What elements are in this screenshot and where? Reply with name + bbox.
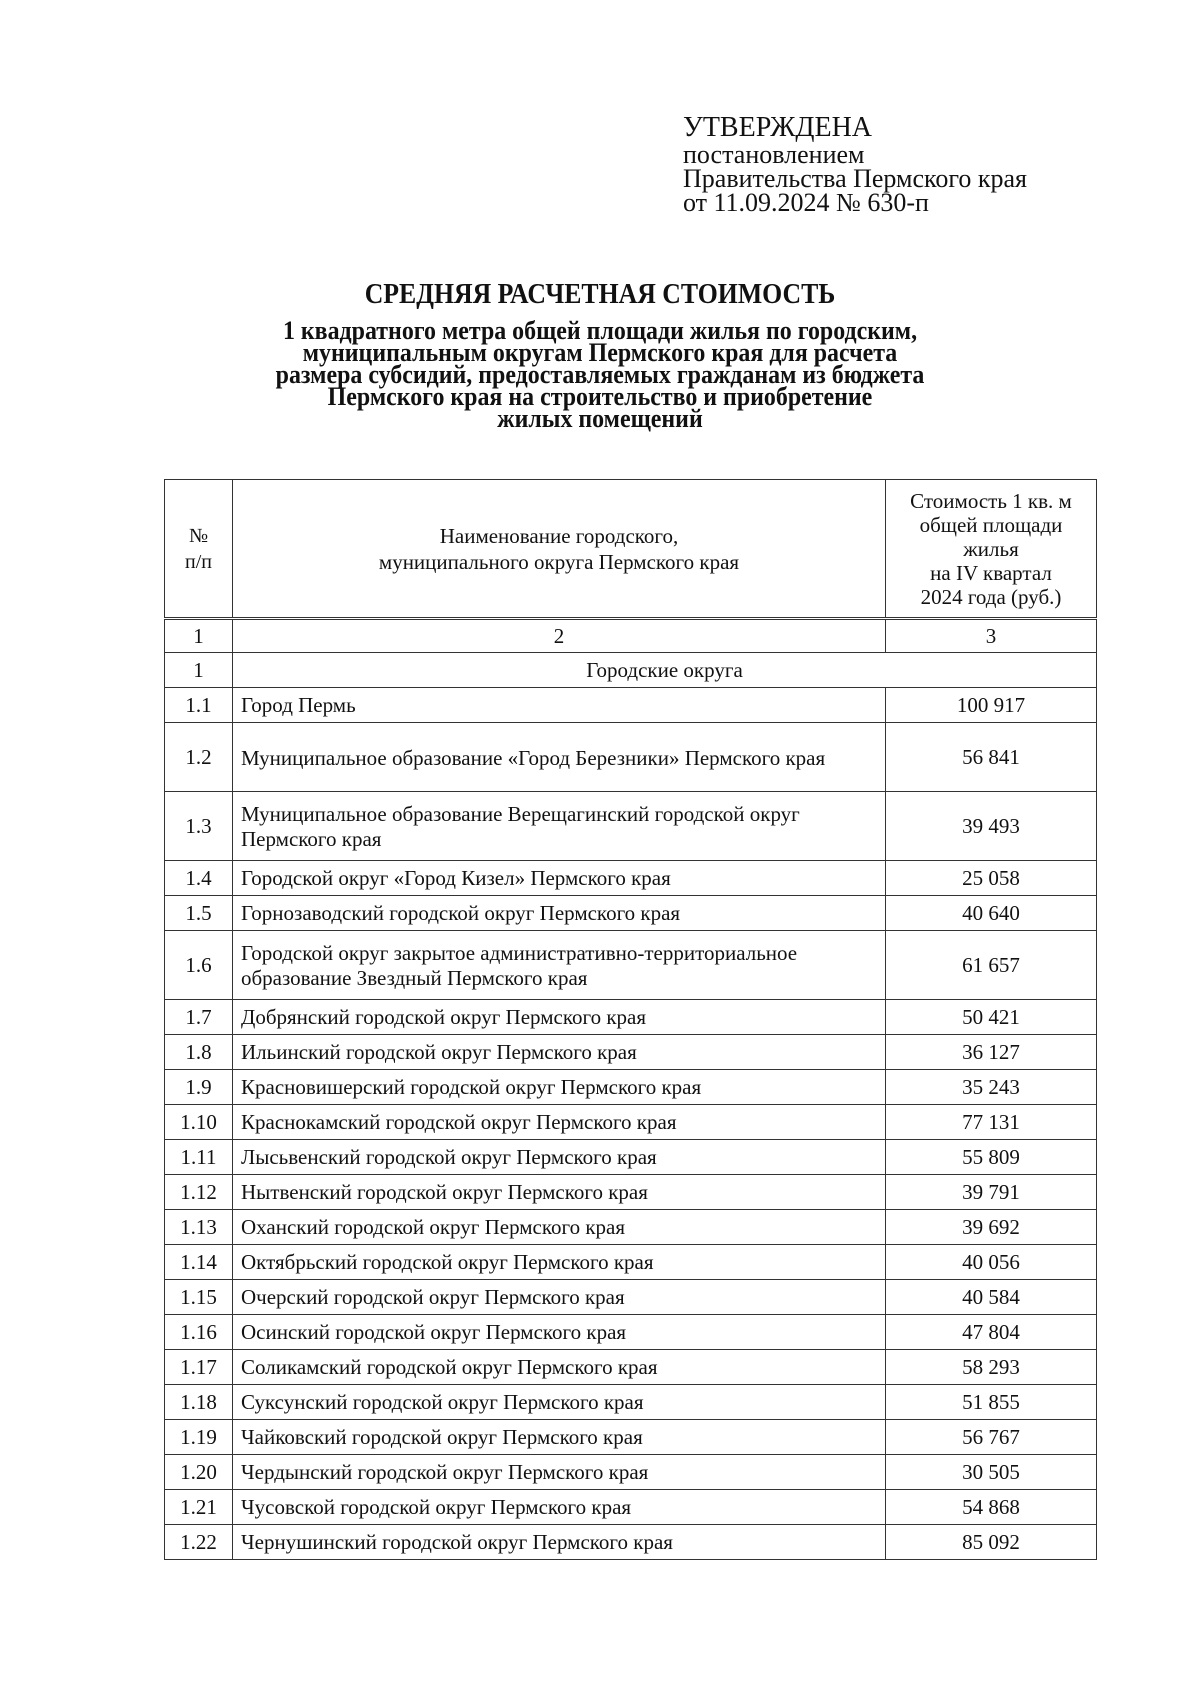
table-row	[165, 861, 1097, 896]
section-num: 1	[165, 653, 233, 688]
row-cost: 54 868	[886, 1490, 1097, 1525]
row-cost: 85 092	[886, 1525, 1097, 1560]
row-num: 1.3	[165, 792, 233, 861]
row-num: 1.21	[165, 1490, 233, 1525]
row-cost: 30 505	[886, 1455, 1097, 1490]
table-row	[165, 1210, 1097, 1245]
row-cost: 56 767	[886, 1420, 1097, 1455]
row-cost: 40 584	[886, 1280, 1097, 1315]
row-name: Городской округ закрытое административно-территориальное образование Звездный Пермского края	[233, 931, 886, 1000]
column-number: 2	[233, 619, 886, 653]
table-row	[165, 688, 1097, 723]
row-name: Чернушинский городской округ Пермского края	[233, 1525, 886, 1560]
row-name: Ильинский городской округ Пермского края	[233, 1035, 886, 1070]
row-cost: 39 692	[886, 1210, 1097, 1245]
row-name: Нытвенский городской округ Пермского края	[233, 1175, 886, 1210]
row-name: Очерский городской округ Пермского края	[233, 1280, 886, 1315]
table-row	[165, 1350, 1097, 1385]
header-num	[165, 480, 233, 619]
row-num: 1.4	[165, 861, 233, 896]
row-num: 1.22	[165, 1525, 233, 1560]
row-num: 1.14	[165, 1245, 233, 1280]
row-cost: 61 657	[886, 931, 1097, 1000]
table-row	[165, 1245, 1097, 1280]
approval-line: постановлением	[683, 140, 865, 169]
header-cost-line: Стоимость 1 кв. м	[910, 488, 1072, 513]
approval-line: Правительства Пермского края	[683, 164, 1027, 193]
header-name-line: Наименование городского,	[439, 523, 679, 548]
row-name: Октябрьский городской округ Пермского края	[233, 1245, 886, 1280]
row-name: Оханский городской округ Пермского края	[233, 1210, 886, 1245]
row-num: 1.12	[165, 1175, 233, 1210]
row-cost: 55 809	[886, 1140, 1097, 1175]
row-name: Лысьвенский городской округ Пермского края	[233, 1140, 886, 1175]
column-number: 1	[165, 619, 233, 653]
row-num: 1.1	[165, 688, 233, 723]
header-num-line: п/п	[185, 550, 212, 573]
section-row	[165, 653, 1097, 688]
subtitle-line: муниципальным округам Пермского края для расчета	[302, 338, 898, 367]
row-name: Краснокамский городской округ Пермского края	[233, 1105, 886, 1140]
row-name: Муниципальное образование «Город Березники» Пермского края	[233, 723, 886, 792]
table-row	[165, 1420, 1097, 1455]
table-row	[165, 896, 1097, 931]
approval-stamp	[683, 113, 1027, 215]
row-name: Добрянский городской округ Пермского края	[233, 1000, 886, 1035]
row-name: Чусовской городской округ Пермского края	[233, 1490, 886, 1525]
section-label: Городские округа	[233, 653, 1097, 688]
row-name: Город Пермь	[233, 688, 886, 723]
row-name: Горнозаводский городской округ Пермского края	[233, 896, 886, 931]
table-row	[165, 1385, 1097, 1420]
row-cost: 51 855	[886, 1385, 1097, 1420]
row-name: Муниципальное образование Верещагинский городской округ Пермского края	[233, 792, 886, 861]
subtitle-line: жилых помещений	[497, 404, 703, 433]
row-cost: 58 293	[886, 1350, 1097, 1385]
row-cost: 100 917	[886, 688, 1097, 723]
row-cost: 56 841	[886, 723, 1097, 792]
row-num: 1.8	[165, 1035, 233, 1070]
row-cost: 39 493	[886, 792, 1097, 861]
row-num: 1.2	[165, 723, 233, 792]
row-num: 1.9	[165, 1070, 233, 1105]
document-subtitle	[158, 316, 1041, 433]
row-cost: 40 640	[886, 896, 1097, 931]
row-cost: 39 791	[886, 1175, 1097, 1210]
table-row	[165, 792, 1097, 861]
header-name	[233, 480, 886, 619]
row-num: 1.11	[165, 1140, 233, 1175]
document-title: СРЕДНЯЯ РАСЧЕТНАЯ СТОИМОСТЬ	[364, 279, 836, 310]
row-num: 1.5	[165, 896, 233, 931]
row-name: Чайковский городской округ Пермского края	[233, 1420, 886, 1455]
row-name: Суксунский городской округ Пермского края	[233, 1385, 886, 1420]
row-name: Красновишерский городской округ Пермского края	[233, 1070, 886, 1105]
row-name: Чердынский городской округ Пермского края	[233, 1455, 886, 1490]
cost-table	[164, 479, 1097, 1560]
row-cost: 50 421	[886, 1000, 1097, 1035]
column-number: 3	[886, 619, 1097, 653]
row-cost: 36 127	[886, 1035, 1097, 1070]
row-cost: 35 243	[886, 1070, 1097, 1105]
row-cost: 25 058	[886, 861, 1097, 896]
row-name: Соликамский городской округ Пермского края	[233, 1350, 886, 1385]
subtitle-line: 1 квадратного метра общей площади жилья по городским,	[282, 316, 918, 345]
table-row	[165, 1455, 1097, 1490]
table-row	[165, 931, 1097, 1000]
header-cost-line: жилья	[963, 536, 1019, 561]
row-num: 1.19	[165, 1420, 233, 1455]
row-cost: 77 131	[886, 1105, 1097, 1140]
header-name-line: муниципального округа Пермского края	[378, 549, 740, 574]
subtitle-line: Пермского края на строительство и приобретение	[327, 382, 873, 411]
table-row	[165, 1140, 1097, 1175]
table-row	[165, 1070, 1097, 1105]
table-row	[165, 1280, 1097, 1315]
row-num: 1.13	[165, 1210, 233, 1245]
table-row	[165, 1525, 1097, 1560]
approval-line: от 11.09.2024 № 630-п	[683, 188, 929, 217]
table-row	[165, 1035, 1097, 1070]
row-name: Осинский городской округ Пермского края	[233, 1315, 886, 1350]
row-num: 1.10	[165, 1105, 233, 1140]
row-num: 1.17	[165, 1350, 233, 1385]
row-num: 1.18	[165, 1385, 233, 1420]
row-num: 1.16	[165, 1315, 233, 1350]
table-header-row	[165, 480, 1097, 619]
header-cost-line: общей площади	[919, 512, 1063, 537]
header-cost-line: 2024 года (руб.)	[920, 584, 1062, 609]
table-row	[165, 1000, 1097, 1035]
row-cost: 47 804	[886, 1315, 1097, 1350]
header-cost-line: на IV квартал	[930, 560, 1052, 585]
header-cost	[886, 480, 1097, 619]
table-row	[165, 1490, 1097, 1525]
subtitle-line: размера субсидий, предоставляемых гражданам из бюджета	[275, 360, 925, 389]
row-num: 1.15	[165, 1280, 233, 1315]
column-number-row	[165, 619, 1097, 653]
header-num-line: №	[188, 524, 209, 547]
table-row	[165, 1105, 1097, 1140]
approval-title: УТВЕРЖДЕНА	[683, 112, 873, 143]
row-name: Городской округ «Город Кизел» Пермского края	[233, 861, 886, 896]
row-num: 1.20	[165, 1455, 233, 1490]
table-row	[165, 723, 1097, 792]
row-num: 1.7	[165, 1000, 233, 1035]
table-row	[165, 1315, 1097, 1350]
row-num: 1.6	[165, 931, 233, 1000]
row-cost: 40 056	[886, 1245, 1097, 1280]
table-row	[165, 1175, 1097, 1210]
